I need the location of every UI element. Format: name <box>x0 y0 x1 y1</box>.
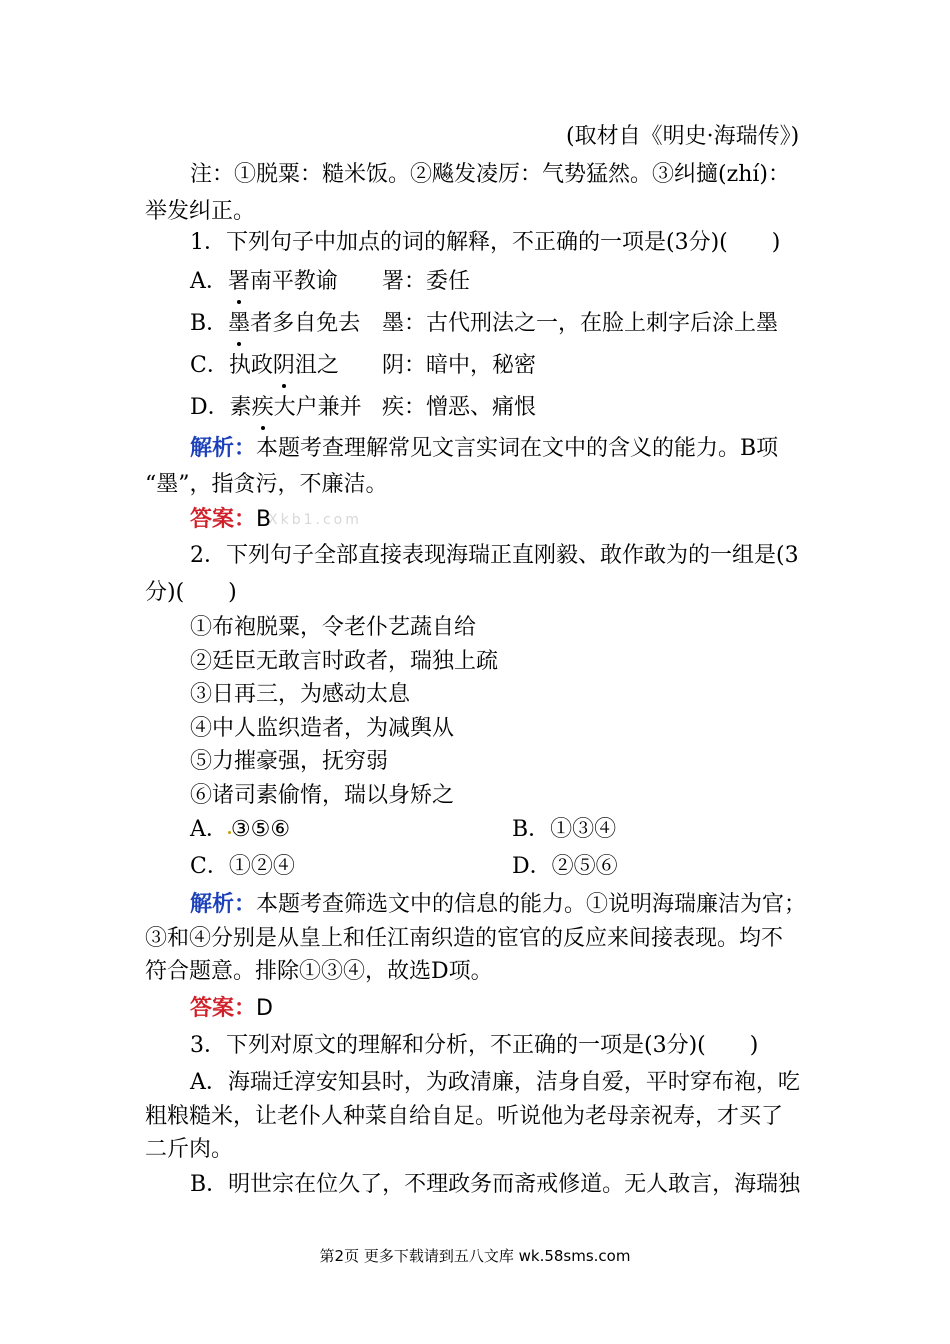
page-footer: 第2页 更多下载请到五八文库 wk.58sms.com <box>319 1247 631 1265</box>
q3-option-a-cont: 二斤肉。 <box>145 1137 234 1162</box>
q2-item: ①布袍脱粟，令老仆艺蔬自给 <box>190 615 477 640</box>
q2-analysis: 解析：本题考查筛选文中的信息的能力。①说明海瑞廉洁为官； <box>190 892 807 917</box>
dotted-char: 署 <box>228 267 250 297</box>
q2-answer <box>190 994 273 1024</box>
q3-option-a-cont: 粗粮糙米，让老仆人种菜自给自足。听说他为老母亲祝寿，才买了 <box>145 1104 784 1129</box>
q1-analysis-cont: “墨”，指贪污，不廉洁。 <box>145 472 388 497</box>
q2-item: ④中人监织造者，为减舆从 <box>190 716 455 741</box>
q3-option-b: B．明世宗在位久了，不理政务而斋戒修道。无人敢言，海瑞独 <box>190 1172 801 1197</box>
note-continuation: 举发纠正。 <box>145 199 256 224</box>
q1-option-c: C．执政阴沮之 阴：暗中，秘密 <box>190 351 339 381</box>
answer-value: B <box>256 507 272 532</box>
q2-choice-c: C．①②④ <box>190 854 295 879</box>
q1-option-b: B．墨者多自免去 墨：古代刑法之一，在脸上刺字后涂上墨 <box>190 309 360 339</box>
q2-item: ③日再三，为感动太息 <box>190 682 411 707</box>
q3-option-a: A．海瑞迁淳安知县时，为政清廉，洁身自爱，平时穿布袍，吃 <box>190 1070 800 1095</box>
note-label: 注： <box>190 162 235 187</box>
q1-option-a: A．署南平教谕 署：委任 <box>190 267 338 297</box>
source-citation: (取材自《明史·海瑞传》) <box>566 124 800 149</box>
q2-stem-cont: 分)( ) <box>145 580 237 605</box>
note-line <box>190 160 790 190</box>
q2-item: ②廷臣无敢言时政者，瑞独上疏 <box>190 649 499 674</box>
q2-choice-a: A． ③⑤⑥ <box>190 817 291 842</box>
note-text: ①脱粟：糙米饭。②飚发凌厉：气势猛然。③纠擿(zhí)： <box>234 162 790 187</box>
dotted-char: 阴 <box>273 351 295 381</box>
q2-item: ⑤力摧豪强，抚穷弱 <box>190 749 389 774</box>
dotted-char: 墨 <box>228 309 250 339</box>
q1-stem: 1．下列句子中加点的词的解释，不正确的一项是(3分)( ) <box>190 230 781 255</box>
q2-analysis-cont: ③和④分别是从皇上和任江南织造的宦官的反应来间接表现。均不 <box>145 926 784 951</box>
answer-value: D <box>256 996 273 1021</box>
q2-stem: 2．下列句子全部直接表现海瑞正直刚毅、敢作敢为的一组是(3 <box>190 543 799 568</box>
analysis-label: 解析： <box>190 436 257 461</box>
answer-label: 答案： <box>190 507 257 532</box>
q2-item: ⑥诸司素偷惰，瑞以身矫之 <box>190 783 455 808</box>
q1-analysis: 解析：本题考查理解常见文言实词在文中的含义的能力。B项 <box>190 436 779 461</box>
answer-label: 答案： <box>190 996 257 1021</box>
dotted-char: 疾 <box>252 393 274 423</box>
q1-answer <box>190 505 271 535</box>
q1-option-d: D．素疾大户兼并 疾：憎恶、痛恨 <box>190 393 362 423</box>
analysis-label: 解析： <box>190 892 257 917</box>
watermark: Xkb1.com <box>268 512 362 528</box>
q2-choice-b: B．①③④ <box>512 817 617 842</box>
q2-analysis-cont: 符合题意。排除①③④，故选D项。 <box>145 959 493 984</box>
q2-choice-d: D．②⑤⑥ <box>512 854 618 879</box>
q3-stem: 3．下列对原文的理解和分析，不正确的一项是(3分)( ) <box>190 1033 759 1058</box>
